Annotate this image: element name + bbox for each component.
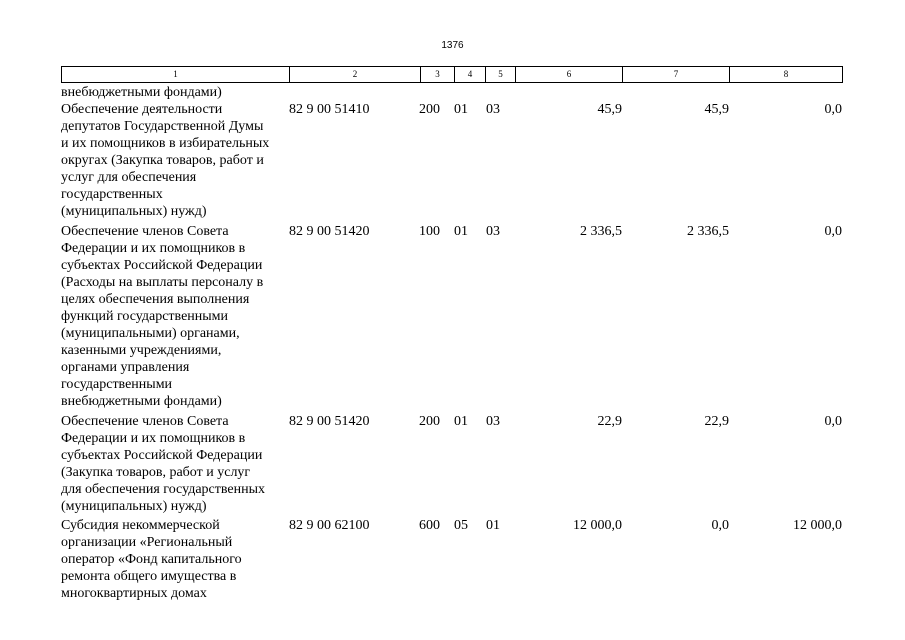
amount-col6: 45,9	[597, 102, 622, 117]
row-description	[61, 413, 289, 515]
subsection-code: 03	[486, 414, 500, 429]
expense-type-code: 600	[419, 518, 440, 533]
amount-col8: 0,0	[824, 102, 842, 117]
description-line: округах (Закупка товаров, работ и	[61, 153, 264, 168]
description-line: Обеспечение членов Совета	[61, 414, 229, 429]
budget-code: 82 9 00 51420	[289, 224, 370, 239]
description-line: для обеспечения государственных	[61, 482, 265, 497]
column-header-7: 7	[622, 67, 729, 82]
amount-col7: 0,0	[711, 518, 729, 533]
table-header	[61, 66, 843, 83]
section-code: 01	[454, 414, 468, 429]
description-line: Субсидия некоммерческой	[61, 518, 220, 533]
amount-col8: 12 000,0	[793, 518, 842, 533]
description-line: Обеспечение деятельности	[61, 102, 223, 117]
amount-col8: 0,0	[824, 224, 842, 239]
description-line: (муниципальных) нужд)	[61, 204, 207, 219]
row-description	[61, 223, 289, 410]
description-line: казенными учреждениями,	[61, 343, 222, 358]
subsection-code: 01	[486, 518, 500, 533]
description-line: (муниципальными) органами,	[61, 326, 240, 341]
description-line: целях обеспечения выполнения	[61, 292, 250, 307]
row-description	[61, 517, 289, 602]
row-description	[61, 101, 289, 220]
section-code: 01	[454, 102, 468, 117]
description-line: (Закупка товаров, работ и услуг	[61, 465, 251, 480]
budget-code: 82 9 00 51420	[289, 414, 370, 429]
amount-col8: 0,0	[824, 414, 842, 429]
description-line: государственных	[61, 187, 163, 202]
description-line: оператор «Фонд капитального	[61, 552, 242, 567]
description-line: внебюджетными фондами)	[61, 394, 222, 409]
description-line: субъектах Российской Федерации	[61, 258, 263, 273]
column-header-8: 8	[729, 67, 842, 82]
budget-code: 82 9 00 51410	[289, 102, 370, 117]
expense-type-code: 200	[419, 102, 440, 117]
column-header-4: 4	[454, 67, 485, 82]
column-header-5: 5	[485, 67, 515, 82]
section-code: 05	[454, 518, 468, 533]
description-line: Обеспечение членов Совета	[61, 224, 229, 239]
budget-code: 82 9 00 62100	[289, 518, 370, 533]
subsection-code: 03	[486, 102, 500, 117]
column-header-1: 1	[173, 69, 178, 79]
description-line: (Расходы на выплаты персоналу в	[61, 275, 264, 290]
description-line: и их помощников в избирательных	[61, 136, 270, 151]
description-line: услуг для обеспечения	[61, 170, 197, 185]
description-line: многоквартирных домах	[61, 586, 207, 601]
description-line: субъектах Российской Федерации	[61, 448, 263, 463]
description-line: Федерации и их помощников в	[61, 241, 246, 256]
column-header-6: 6	[515, 67, 622, 82]
column-header-2: 2	[289, 67, 420, 82]
expense-type-code: 100	[419, 224, 440, 239]
description-line: государственными	[61, 377, 173, 392]
amount-col6: 12 000,0	[573, 518, 622, 533]
amount-col7: 2 336,5	[687, 224, 729, 239]
section-code: 01	[454, 224, 468, 239]
description-line: депутатов Государственной Думы	[61, 119, 264, 134]
subsection-code: 03	[486, 224, 500, 239]
description-line: организации «Региональный	[61, 535, 233, 550]
amount-col7: 22,9	[704, 414, 729, 429]
description-line: органами управления	[61, 360, 190, 375]
amount-col7: 45,9	[704, 102, 729, 117]
description-line: ремонта общего имущества в	[61, 569, 237, 584]
description-line: (муниципальных) нужд)	[61, 499, 207, 514]
column-header-3: 3	[420, 67, 454, 82]
amount-col6: 22,9	[597, 414, 622, 429]
amount-col6: 2 336,5	[580, 224, 622, 239]
page-number: 1376	[441, 40, 464, 51]
description-line: функций государственными	[61, 309, 229, 324]
continuation-text: внебюджетными фондами)	[61, 85, 222, 100]
expense-type-code: 200	[419, 414, 440, 429]
description-line: Федерации и их помощников в	[61, 431, 246, 446]
